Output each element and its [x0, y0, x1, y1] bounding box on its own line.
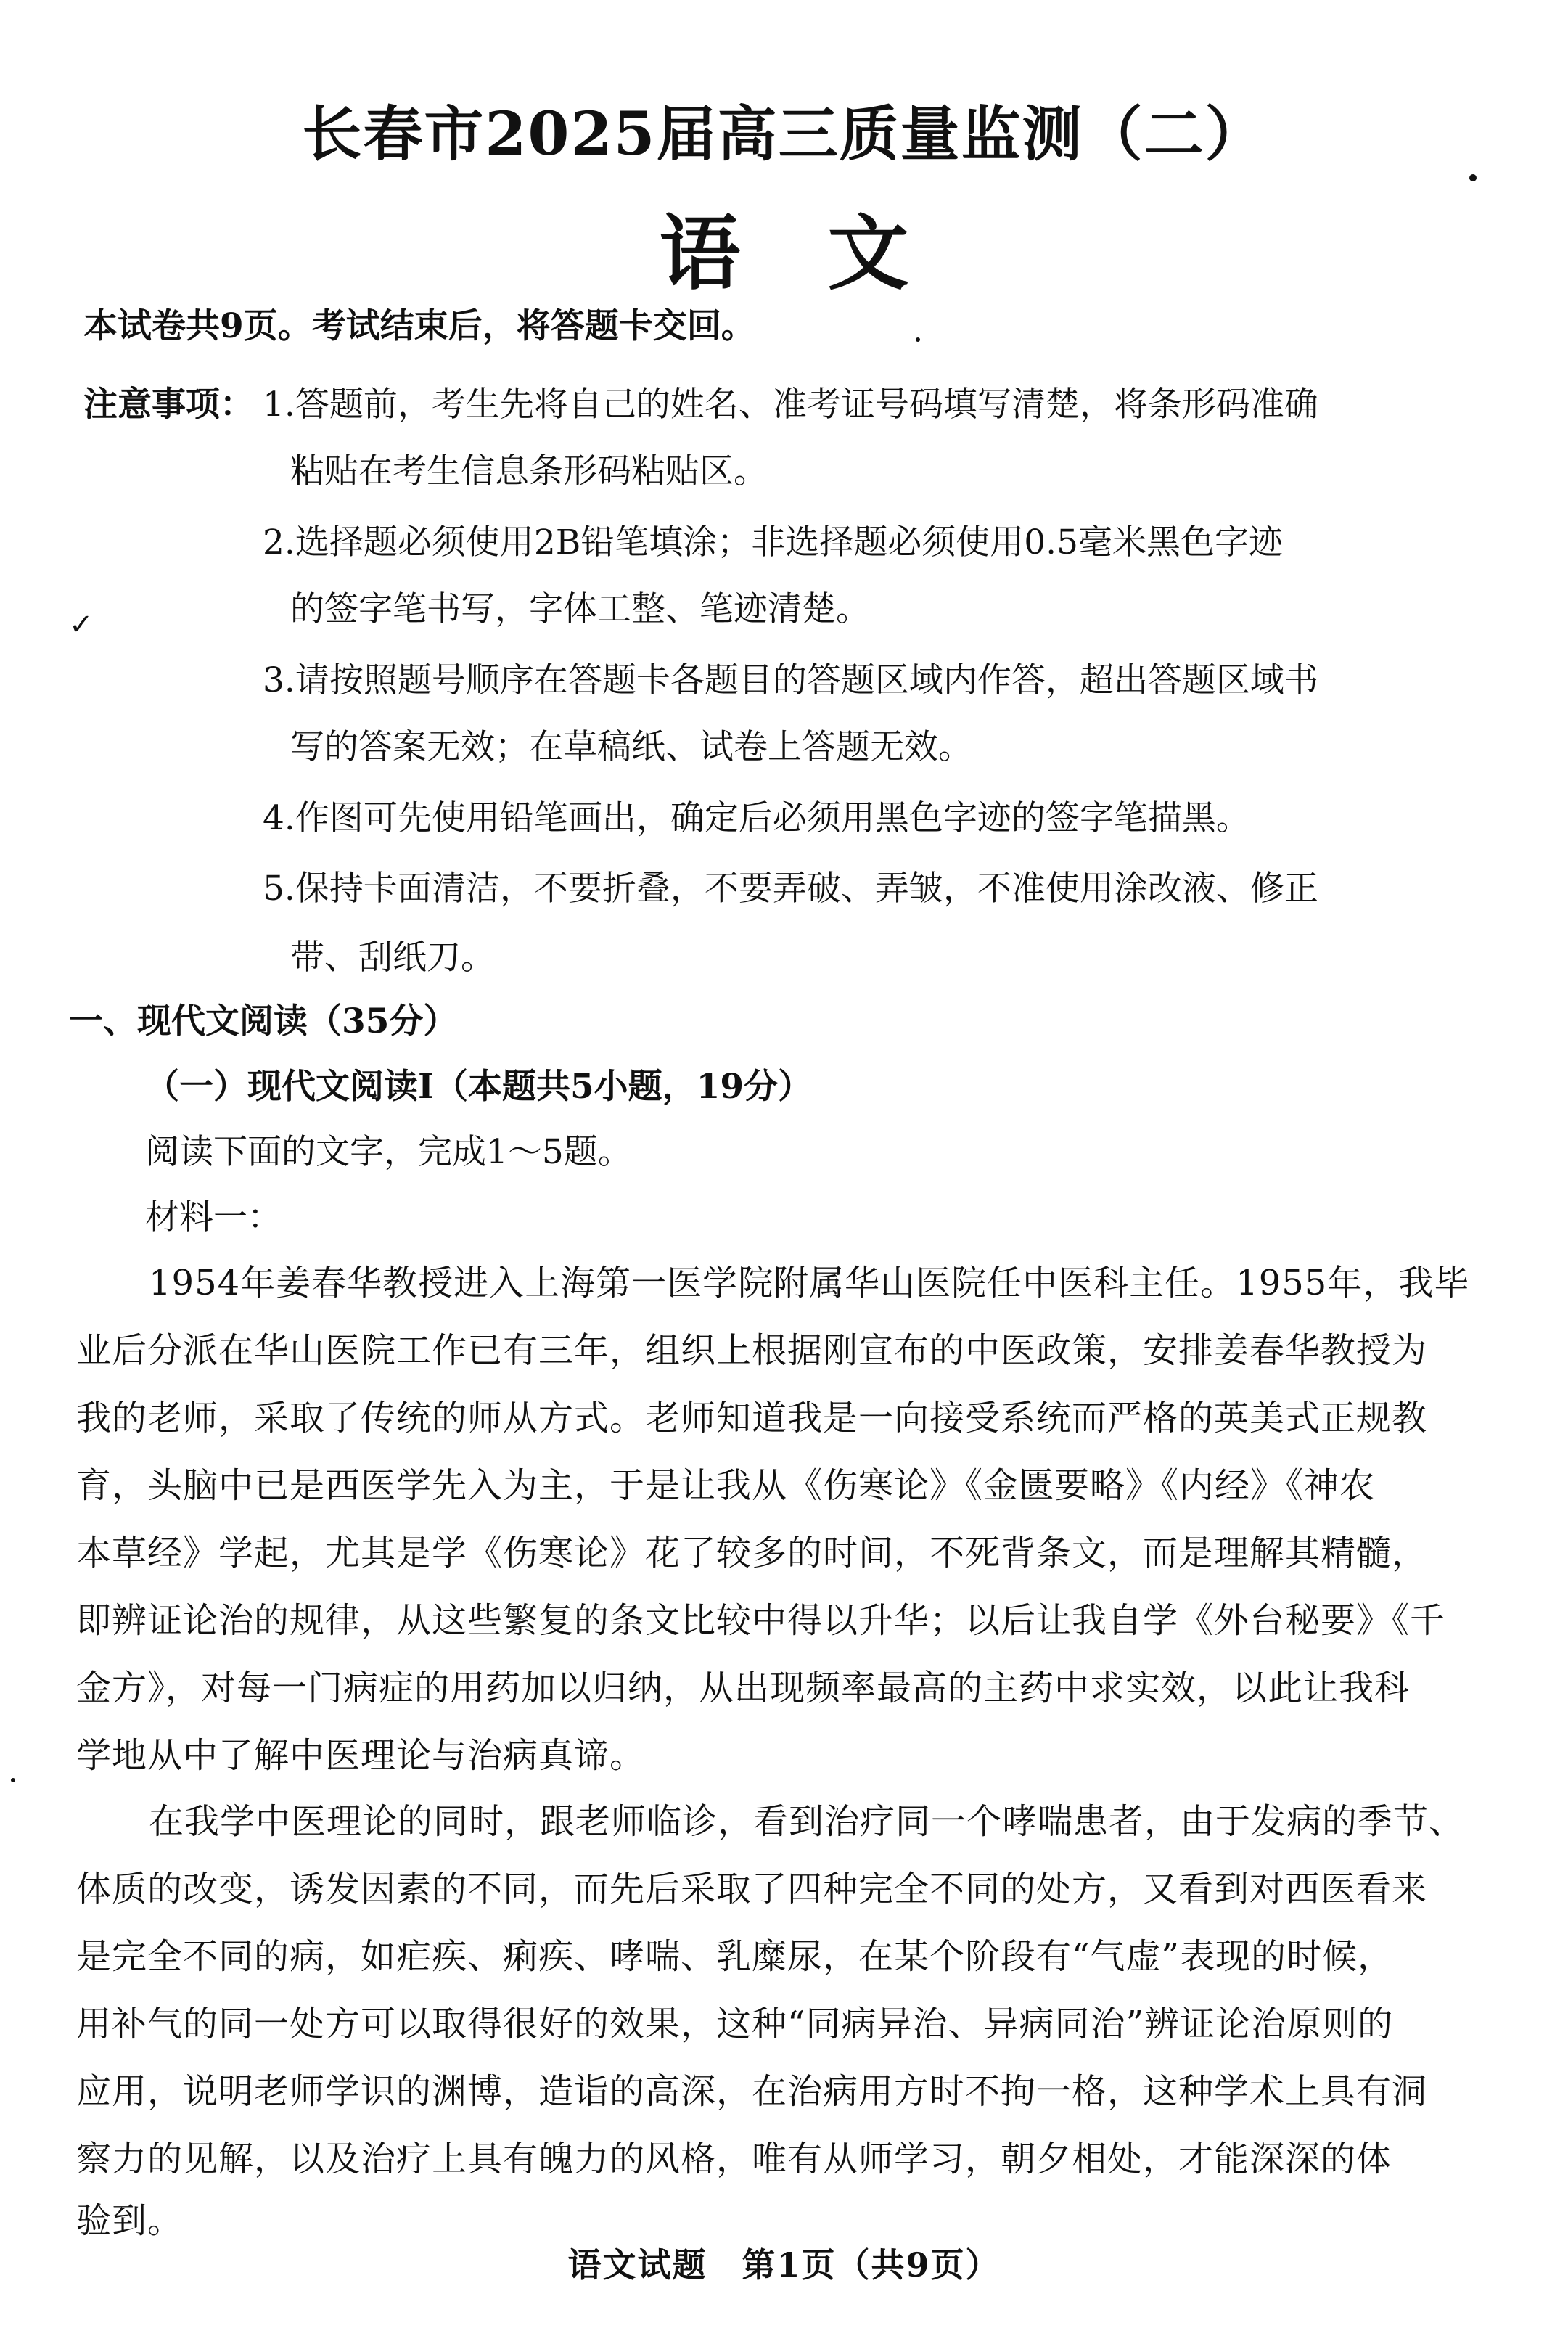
reading-instruction: 阅读下面的文字，完成1～5题。 — [145, 1132, 632, 1172]
scan-speck — [1469, 174, 1477, 181]
intro-text: 本试卷共9页。考试结束后，将答题卡交回。 — [83, 306, 755, 346]
passage-line: 体质的改变，诱发因素的不同，而先后采取了四种完全不同的处方，又看到对西医看来 — [76, 1869, 1428, 1909]
notice-line: 3.请按照题号顺序在答题卡各题目的答题区域内作答，超出答题区域书 — [263, 660, 1318, 700]
check-mark-icon: ✓ — [69, 608, 94, 642]
passage-line: 应用，说明老师学识的渊博，造诣的高深，在治病用方时不拘一格，这种学术上具有洞 — [76, 2071, 1428, 2112]
passage-line: 用补气的同一处方可以取得很好的效果，这种“同病异治、异病同治”辨证论治原则的 — [76, 2004, 1394, 2044]
notices-label: 注意事项： — [83, 385, 254, 425]
passage-line: 验到。 — [76, 2200, 184, 2241]
passage-line: 本草经》学起，尤其是学《伤寒论》花了较多的时间，不死背条文，而是理解其精髓， — [76, 1533, 1428, 1573]
scan-speck — [916, 337, 920, 342]
passage-line: 业后分派在华山医院工作已有三年，组织上根据刚宣布的中医政策，安排姜春华教授为 — [76, 1330, 1428, 1371]
passage-line: 在我学中医理论的同时，跟老师临诊，看到治疗同一个哮喘患者，由于发病的季节、 — [149, 1801, 1465, 1842]
section-heading: 一、现代文阅读（35分） — [69, 1001, 458, 1041]
passage-line: 育，头脑中已是西医学先入为主，于是让我从《伤寒论》《金匮要略》《内经》《神农 — [76, 1465, 1376, 1506]
passage-line: 即辨证论治的规律，从这些繁复的条文比较中得以升华；以后让我自学《外台秘要》《千 — [76, 1600, 1446, 1641]
notice-line: 写的答案无效；在草稿纸、试卷上答题无效。 — [290, 727, 972, 767]
passage-line: 察力的见解，以及治疗上具有魄力的风格，唯有从师学习，朝夕相处，才能深深的体 — [76, 2139, 1392, 2179]
material-label: 材料一： — [145, 1197, 282, 1237]
notice-line: 带、刮纸刀。 — [290, 938, 495, 978]
scan-speck — [11, 1778, 15, 1782]
notice-line: 5.保持卡面清洁，不要折叠，不要弄破、弄皱，不准使用涂改液、修正 — [263, 869, 1318, 909]
notice-line: 4.作图可先使用铅笔画出，确定后必须用黑色字迹的签字笔描黑。 — [263, 798, 1250, 838]
exam-title: 长春市2025届高三质量监测（二） — [302, 99, 1266, 169]
notice-line: 1.答题前，考生先将自己的姓名、准考证号码填写清楚，将条形码准确 — [263, 385, 1318, 425]
subject-title: 语文 — [659, 206, 996, 301]
passage-line: 是完全不同的病，如疟疾、痢疾、哮喘、乳糜尿，在某个阶段有“气虚”表现的时候， — [76, 1936, 1394, 1977]
section-subheading: （一）现代文阅读Ⅰ（本题共5小题，19分） — [145, 1067, 813, 1107]
passage-line: 我的老师，采取了传统的师从方式。老师知道我是一向接受系统而严格的英美式正规教 — [76, 1398, 1428, 1438]
passage-line: 金方》，对每一门病症的用药加以归纳，从出现频率最高的主药中求实效，以此让我科 — [76, 1668, 1411, 1708]
passage-line: 1954年姜春华教授进入上海第一医学院附属华山医院任中医科主任。1955年，我毕 — [149, 1263, 1470, 1303]
passage-line: 学地从中了解中医理论与治病真谛。 — [76, 1735, 646, 1776]
notice-line: 2.选择题必须使用2B铅笔填涂；非选择题必须使用0.5毫米黑色字迹 — [263, 523, 1284, 562]
notice-line: 粘贴在考生信息条形码粘贴区。 — [290, 451, 768, 491]
notice-line: 的签字笔书写，字体工整、笔迹清楚。 — [290, 589, 870, 629]
page-footer: 语文试题 第1页（共9页） — [567, 2245, 1001, 2285]
